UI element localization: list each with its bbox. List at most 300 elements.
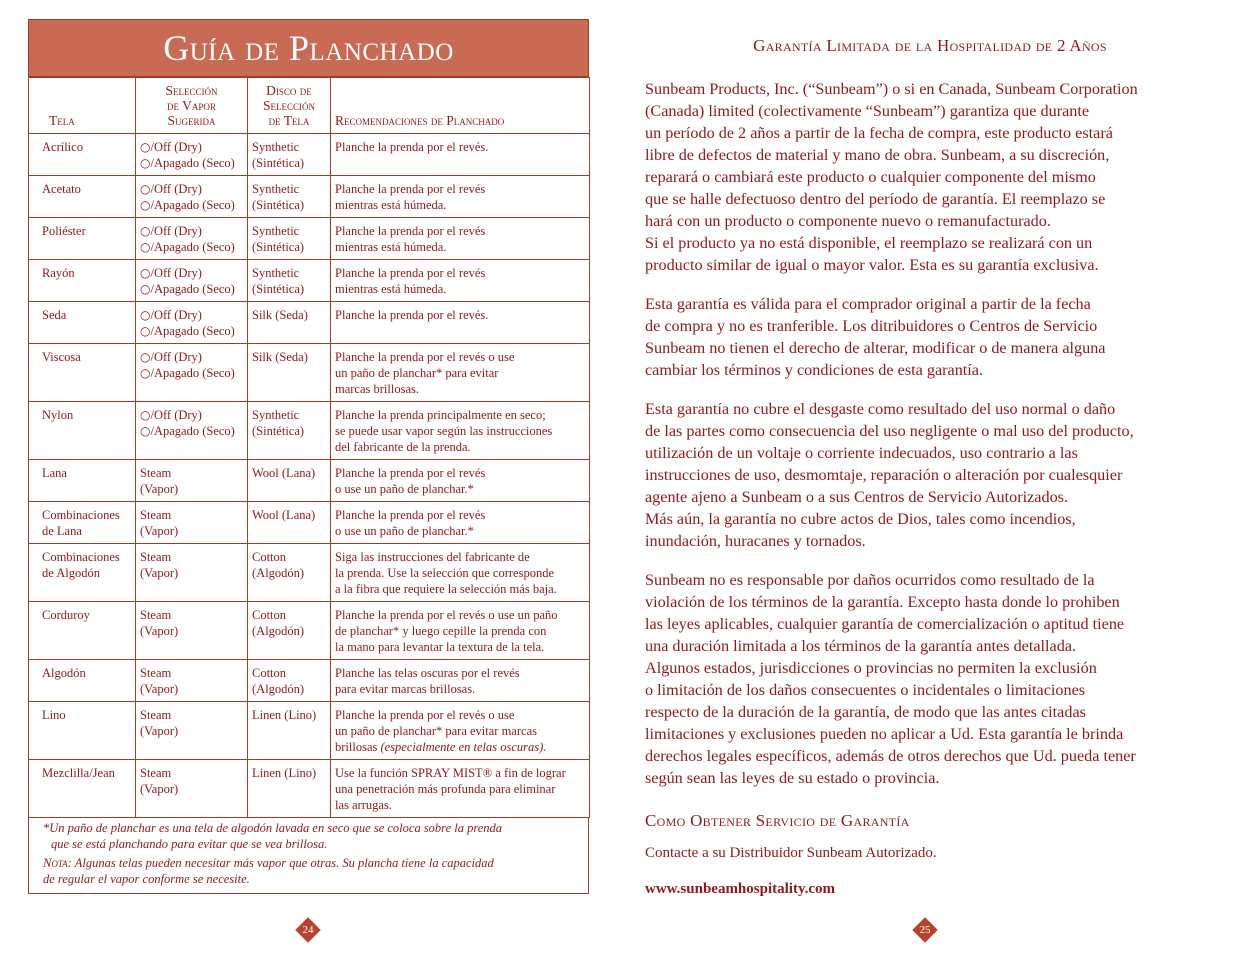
steam-cell-text: /Apagado (Seco) (150, 198, 235, 212)
steam-cell-text: /Apagado (Seco) (150, 424, 235, 438)
table-row (29, 460, 590, 502)
steam-cell-text: /Off (Dry) (150, 266, 202, 280)
steam-cell-line (140, 565, 243, 581)
steam-cell-text: /Apagado (Seco) (150, 366, 235, 380)
dial-cell-text: (Sintética) (252, 156, 305, 170)
recommendation-cell-line (335, 265, 585, 281)
recommendation-cell (331, 402, 590, 460)
steam-cell (136, 218, 248, 260)
recommendation-cell-text: Planche la prenda por el revés (335, 508, 486, 522)
dial-cell-text: (Algodón) (252, 624, 305, 638)
fabric-cell-line (42, 465, 131, 481)
table-row (29, 544, 590, 602)
steam-cell-line (140, 239, 243, 255)
recommendation-cell-line (335, 549, 585, 565)
recommendation-cell-text: Planche la prenda principalmente en seco; (335, 408, 546, 422)
footnote-line: *Un paño de planchar es una tela de algodón lavada en seco que se coloca sobre la prenda (43, 821, 503, 835)
warranty-line: hará con un producto o componente nuevo o remanufacturado. (645, 212, 1051, 230)
circle-icon: ○ (140, 198, 151, 212)
circle-icon: ○ (140, 156, 151, 170)
fabric-cell (29, 660, 136, 702)
recommendation-cell-text: o use un paño de planchar.* (335, 524, 474, 538)
recommendation-cell-text: brillosas (especialmente en telas oscuras). (335, 740, 547, 754)
steam-cell-text: /Off (Dry) (150, 224, 202, 238)
circle-icon: ○ (140, 224, 151, 238)
warranty-line: Si el producto ya no está disponible, el reemplazo se realizará con un (645, 234, 1093, 252)
steam-cell-line (140, 507, 243, 523)
fabric-cell-line (42, 507, 131, 523)
table-row (29, 344, 590, 402)
warranty-line: que se halle defectuoso dentro del período de garantía. El reemplazo se (645, 190, 1106, 208)
steam-cell (136, 134, 248, 176)
dial-cell-text: (Algodón) (252, 566, 305, 580)
dial-cell-text: Silk (Seda) (252, 350, 308, 364)
circle-icon: ○ (140, 140, 151, 154)
dial-cell-line (252, 665, 326, 681)
dial-cell-text: Synthetic (252, 224, 300, 238)
steam-cell-line (140, 549, 243, 565)
recommendation-cell (331, 502, 590, 544)
dial-cell-line (252, 223, 326, 239)
circle-icon: ○ (140, 182, 151, 196)
table-row (29, 602, 590, 660)
dial-cell-text: (Sintética) (252, 240, 305, 254)
dial-cell-text: Wool (Lana) (252, 508, 316, 522)
warranty-line: Sunbeam no es responsable por daños ocurridos como resultado de la (645, 571, 1095, 589)
steam-cell-line (140, 307, 243, 323)
recommendation-cell (331, 602, 590, 660)
warranty-paragraph (645, 293, 1215, 381)
recommendation-cell-text: a la fibra que requiere la selección más baja. (335, 582, 557, 596)
fabric-cell (29, 760, 136, 818)
steam-cell-text: /Apagado (Seco) (150, 240, 235, 254)
dial-cell-text: Wool (Lana) (252, 466, 316, 480)
steam-cell-text: (Vapor) (140, 624, 179, 638)
steam-cell-text: /Apagado (Seco) (150, 324, 235, 338)
dial-cell-line (252, 607, 326, 623)
dial-cell-line (252, 281, 326, 297)
steam-cell-line (140, 465, 243, 481)
steam-cell-text: /Off (Dry) (150, 408, 202, 422)
recommendation-cell-text: mientras está húmeda. (335, 198, 447, 212)
table-row (29, 260, 590, 302)
fabric-cell-text: Lino (42, 708, 66, 722)
table-header-row (29, 78, 590, 134)
warranty-line: un período de 2 años a partir de la fecha de compra, este producto estará (645, 124, 1113, 142)
fabric-cell-text: Viscosa (42, 350, 81, 364)
warranty-line: instrucciones de uso, desmomtaje, reparación o alteración por cualesquier (645, 466, 1123, 484)
recommendation-cell-text: del fabricante de la prenda. (335, 440, 471, 454)
fabric-cell-line (42, 139, 131, 155)
recommendation-cell-line (335, 139, 585, 155)
header-steam-line: de Vapor (167, 98, 216, 113)
fabric-cell-line (42, 549, 131, 565)
ironing-guide-title-bar (28, 19, 589, 77)
fabric-cell (29, 460, 136, 502)
steam-cell-line (140, 423, 243, 439)
dial-cell-text: Linen (Lino) (252, 766, 317, 780)
recommendation-cell-text: de planchar* y luego cepille la prenda con (335, 624, 547, 638)
warranty-title: Garantía Limitada de la Hospitalidad de 2 Años (753, 36, 1107, 55)
steam-cell-line (140, 181, 243, 197)
fabric-cell-line (42, 665, 131, 681)
fabric-cell-line (42, 707, 131, 723)
recommendation-cell (331, 218, 590, 260)
recommendation-cell-line (335, 723, 585, 739)
dial-cell (248, 176, 331, 218)
fabric-cell-text: Nylon (42, 408, 74, 422)
steam-cell-text: /Off (Dry) (150, 308, 202, 322)
dial-cell-line (252, 307, 326, 323)
dial-cell (248, 134, 331, 176)
steam-cell-line (140, 155, 243, 171)
warranty-line: derechos legales específicos, además de otros derechos que Ud. pueda tener (645, 747, 1136, 765)
steam-cell (136, 544, 248, 602)
fabric-cell-line (42, 565, 131, 581)
fabric-cell-text: de Algodón (42, 566, 100, 580)
recommendation-cell-text: o use un paño de planchar.* (335, 482, 474, 496)
dial-cell-line (252, 423, 326, 439)
recommendation-cell (331, 702, 590, 760)
note-text: Algunas telas pueden necesitar más vapor que otras. Su plancha tiene la capacidad (71, 856, 494, 870)
fabric-cell-line (42, 307, 131, 323)
steam-cell-line (140, 707, 243, 723)
warranty-line: limitaciones y exclusiones pueden no aplicar a Ud. Esta garantía le brinda (645, 725, 1124, 743)
warranty-line: reparará o cambiará este producto o cualquier componente del mismo (645, 168, 1096, 186)
page-number-right (912, 917, 938, 943)
warranty-line: producto similar de igual o mayor valor. Esta es su garantía exclusiva. (645, 256, 1099, 274)
fabric-cell (29, 218, 136, 260)
steam-cell-line (140, 223, 243, 239)
steam-cell (136, 176, 248, 218)
warranty-line: las leyes aplicables, cualquier garantía de comercialización o aptitud tiene (645, 615, 1125, 633)
dial-cell-line (252, 181, 326, 197)
warranty-line: según sean las leyes de su estado o provincia. (645, 769, 940, 787)
recommendation-cell-line (335, 481, 585, 497)
warranty-line: Esta garantía no cubre el desgaste como resultado del uso normal o daño (645, 400, 1116, 418)
steam-cell-line (140, 481, 243, 497)
contact-text: Contacte a su Distribuidor Sunbeam Autorizado. (645, 845, 937, 861)
recommendation-cell-text: la mano para levantar la textura de la tela. (335, 640, 545, 654)
steam-cell-line (140, 365, 243, 381)
circle-icon: ○ (140, 408, 151, 422)
steam-cell (136, 602, 248, 660)
steam-cell-line (140, 265, 243, 281)
recommendation-cell-line (335, 581, 585, 597)
recommendation-cell-line (335, 465, 585, 481)
recommendation-cell (331, 302, 590, 344)
recommendation-cell-line (335, 439, 585, 455)
recommendation-cell-line (335, 197, 585, 213)
page-number-text: 24 (302, 924, 314, 936)
page-number-left (295, 917, 321, 943)
steam-cell-line (140, 523, 243, 539)
dial-cell (248, 260, 331, 302)
recommendation-cell-line (335, 607, 585, 623)
steam-cell-line (140, 349, 243, 365)
steam-cell-text: Steam (140, 508, 172, 522)
warranty-line: Esta garantía es válida para el comprador original a partir de la fecha (645, 295, 1091, 313)
recommendation-cell-line (335, 765, 585, 781)
dial-cell-text: (Algodón) (252, 682, 305, 696)
ironing-guide-page (28, 19, 589, 894)
recommendation-cell-line (335, 307, 585, 323)
warranty-line: de las partes como consecuencia del uso negligente o mal uso del producto, (645, 422, 1134, 440)
recommendation-cell (331, 544, 590, 602)
header-steam-line: Selección (165, 83, 218, 98)
service-heading: Como Obtener Servicio de Garantía (645, 811, 910, 830)
steam-cell (136, 760, 248, 818)
steam-cell-line (140, 723, 243, 739)
dial-cell (248, 402, 331, 460)
recommendation-cell-text: se puede usar vapor según las instrucciones (335, 424, 553, 438)
dial-cell (248, 544, 331, 602)
steam-cell-line (140, 281, 243, 297)
dial-cell-text: (Sintética) (252, 198, 305, 212)
steam-cell-text: Steam (140, 608, 172, 622)
warranty-line: una duración limitada a los términos de la garantía antes detallada. (645, 637, 1077, 655)
warranty-paragraph (645, 569, 1215, 789)
table-row (29, 402, 590, 460)
emphasis-text: (especialmente en telas oscuras). (380, 740, 547, 754)
circle-icon: ○ (140, 324, 151, 338)
steam-cell-line (140, 765, 243, 781)
dial-cell-line (252, 197, 326, 213)
dial-cell (248, 344, 331, 402)
steam-cell-text: (Vapor) (140, 724, 179, 738)
dial-cell-text: Cotton (252, 550, 287, 564)
fabric-cell-text: Acetato (42, 182, 81, 196)
warranty-line: libre de defectos de material y mano de obra. Sunbeam, a su discreción, (645, 146, 1110, 164)
steam-cell (136, 460, 248, 502)
fabric-cell-text: Lana (42, 466, 67, 480)
table-row (29, 218, 590, 260)
dial-cell-line (252, 139, 326, 155)
recommendation-cell-text: una penetración más profunda para eliminar (335, 782, 556, 796)
dial-cell-line (252, 765, 326, 781)
recommendation-cell-line (335, 349, 585, 365)
recommendation-cell-text: mientras está húmeda. (335, 240, 447, 254)
table-row (29, 176, 590, 218)
recommendation-cell-line (335, 681, 585, 697)
dial-cell (248, 702, 331, 760)
fabric-cell-line (42, 765, 131, 781)
dial-cell (248, 660, 331, 702)
dial-cell-text: Synthetic (252, 140, 300, 154)
warranty-line: cambiar los términos y condiciones de esta garantía. (645, 361, 984, 379)
fabric-cell-text: Combinaciones (42, 550, 120, 564)
recommendation-cell (331, 460, 590, 502)
fabric-cell (29, 260, 136, 302)
recommendation-cell-line (335, 565, 585, 581)
steam-cell-text: /Off (Dry) (150, 140, 202, 154)
recommendation-cell-line (335, 239, 585, 255)
circle-icon: ○ (140, 424, 151, 438)
steam-cell-line (140, 407, 243, 423)
circle-icon: ○ (140, 350, 151, 364)
steam-cell-text: /Off (Dry) (150, 182, 202, 196)
warranty-page (645, 36, 1215, 898)
circle-icon: ○ (140, 308, 151, 322)
dial-cell-line (252, 155, 326, 171)
recommendation-cell-line (335, 181, 585, 197)
recommendation-cell-text: Planche la prenda por el revés o use un paño (335, 608, 558, 622)
header-dial (248, 78, 331, 134)
recommendation-cell-text: Planche la prenda por el revés. (335, 140, 489, 154)
dial-cell-line (252, 565, 326, 581)
recommendation-cell (331, 134, 590, 176)
recommendation-cell-text: un paño de planchar* para evitar marcas (335, 724, 537, 738)
fabric-cell (29, 544, 136, 602)
dial-cell (248, 302, 331, 344)
recommendation-cell-line (335, 665, 585, 681)
circle-icon: ○ (140, 240, 151, 254)
fabric-cell-line (42, 523, 131, 539)
recommendation-cell-text: Siga las instrucciones del fabricante de (335, 550, 530, 564)
warranty-line: Algunos estados, jurisdicciones o provincias no permiten la exclusión (645, 659, 1097, 677)
warranty-line: Sunbeam Products, Inc. (“Sunbeam”) o si en Canada, Sunbeam Corporation (645, 80, 1138, 98)
recommendation-cell-text: Planche la prenda por el revés (335, 466, 486, 480)
fabric-cell-text: Poliéster (42, 224, 86, 238)
recommendation-cell-text: un paño de planchar* para evitar (335, 366, 499, 380)
recommendation-cell (331, 260, 590, 302)
steam-cell (136, 660, 248, 702)
header-dial-line: Disco de (266, 83, 312, 98)
dial-cell (248, 502, 331, 544)
circle-icon: ○ (140, 282, 151, 296)
dial-cell-line (252, 465, 326, 481)
dial-cell-line (252, 507, 326, 523)
fabric-cell-text: Combinaciones (42, 508, 120, 522)
steam-cell-text: (Vapor) (140, 566, 179, 580)
dial-cell-line (252, 239, 326, 255)
fabric-cell-line (42, 223, 131, 239)
page-title: Guía de Planchado (163, 28, 454, 68)
table-row (29, 660, 590, 702)
dial-cell-line (252, 681, 326, 697)
fabric-cell-text: Seda (42, 308, 67, 322)
fabric-cell-line (42, 181, 131, 197)
header-dial-line: de Tela (268, 113, 310, 128)
recommendation-cell-text: para evitar marcas brillosas. (335, 682, 476, 696)
dial-cell-text: (Sintética) (252, 424, 305, 438)
recommendation-cell (331, 344, 590, 402)
fabric-cell (29, 176, 136, 218)
dial-cell-text: Linen (Lino) (252, 708, 317, 722)
fabric-cell-text: de Lana (42, 524, 82, 538)
dial-cell (248, 460, 331, 502)
note-label: Nota: (43, 856, 72, 870)
recommendation-cell-line (335, 739, 585, 755)
steam-cell-line (140, 197, 243, 213)
dial-cell-text: Synthetic (252, 266, 300, 280)
steam-cell-line (140, 681, 243, 697)
warranty-line: utilización de un voltaje o corriente indecuados, uso contrario a las (645, 444, 1078, 462)
steam-cell-line (140, 781, 243, 797)
steam-cell-line (140, 323, 243, 339)
fabric-cell-line (42, 407, 131, 423)
table-row (29, 502, 590, 544)
header-fabric: Tela (29, 78, 136, 134)
recommendation-cell-text: Use la función SPRAY MIST® a fin de lograr (335, 766, 566, 780)
dial-cell (248, 218, 331, 260)
dial-cell-text: (Sintética) (252, 282, 305, 296)
steam-cell-line (140, 139, 243, 155)
header-steam-line: Sugerida (167, 113, 216, 128)
steam-cell (136, 702, 248, 760)
dial-cell-line (252, 265, 326, 281)
dial-cell (248, 602, 331, 660)
steam-cell-text: (Vapor) (140, 482, 179, 496)
steam-cell (136, 502, 248, 544)
steam-cell-text: (Vapor) (140, 682, 179, 696)
warranty-line: de compra y no es tranferible. Los ditribuidores o Centros de Servicio (645, 317, 1098, 335)
recommendation-cell-text: mientras está húmeda. (335, 282, 447, 296)
fabric-cell (29, 702, 136, 760)
recommendation-cell-line (335, 423, 585, 439)
table-row (29, 302, 590, 344)
recommendation-cell-text: Planche la prenda por el revés. (335, 308, 489, 322)
dial-cell-text: Synthetic (252, 408, 300, 422)
recommendation-cell-text: Planche la prenda por el revés (335, 266, 486, 280)
steam-cell (136, 402, 248, 460)
table-row (29, 702, 590, 760)
fabric-cell (29, 602, 136, 660)
recommendation-cell-text: Planche la prenda por el revés o use (335, 350, 515, 364)
circle-icon: ○ (140, 266, 151, 280)
recommendation-cell-line (335, 639, 585, 655)
recommendation-cell-line (335, 707, 585, 723)
steam-cell-text: (Vapor) (140, 524, 179, 538)
recommendation-cell-line (335, 381, 585, 397)
warranty-line: inundación, huracanes y tornados. (645, 532, 866, 550)
fabric-cell-text: Acrílico (42, 140, 83, 154)
warranty-body (645, 78, 1215, 789)
dial-cell-line (252, 623, 326, 639)
fabric-cell (29, 344, 136, 402)
recommendation-cell-line (335, 223, 585, 239)
warranty-line: Sunbeam no tienen el derecho de alterar, modificar o de manera alguna (645, 339, 1106, 357)
recommendation-cell-text: Planche la prenda por el revés o use (335, 708, 515, 722)
dial-cell-line (252, 349, 326, 365)
fabric-cell-text: Corduroy (42, 608, 90, 622)
warranty-paragraph (645, 78, 1215, 276)
dial-cell-line (252, 549, 326, 565)
fabric-cell-line (42, 607, 131, 623)
steam-cell-text: Steam (140, 708, 172, 722)
dial-cell-text: Synthetic (252, 182, 300, 196)
warranty-line: respecto de la duración de la garantía, de modo que las antes citadas (645, 703, 1086, 721)
warranty-paragraph (645, 398, 1215, 552)
fabric-cell (29, 502, 136, 544)
steam-cell-text: Steam (140, 766, 172, 780)
warranty-line: violación de los términos de la garantía. Excepto hasta donde lo prohiben (645, 593, 1120, 611)
footnote-pressing-cloth (43, 821, 576, 852)
table-footnote (28, 818, 589, 894)
warranty-line: o limitación de los daños consecuentes o incidentales o limitaciones (645, 681, 1086, 699)
recommendation-cell-line (335, 781, 585, 797)
footnote-line: que se está planchando para evitar que se vea brillosa. (51, 836, 328, 851)
steam-cell (136, 344, 248, 402)
fabric-cell-text: Mezclilla/Jean (42, 766, 115, 780)
website-link[interactable]: www.sunbeamhospitality.com (645, 881, 836, 897)
dial-cell-line (252, 707, 326, 723)
warranty-line: (Canada) limited (colectivamente “Sunbeam”) garantiza que durante (645, 102, 1090, 120)
recommendation-cell-text: la prenda. Use la selección que corresponde (335, 566, 555, 580)
steam-cell-text: (Vapor) (140, 782, 179, 796)
warranty-line: agente ajeno a Sunbeam o a sus Centros de Servicio Autorizados. (645, 488, 1069, 506)
fabric-cell-text: Rayón (42, 266, 75, 280)
